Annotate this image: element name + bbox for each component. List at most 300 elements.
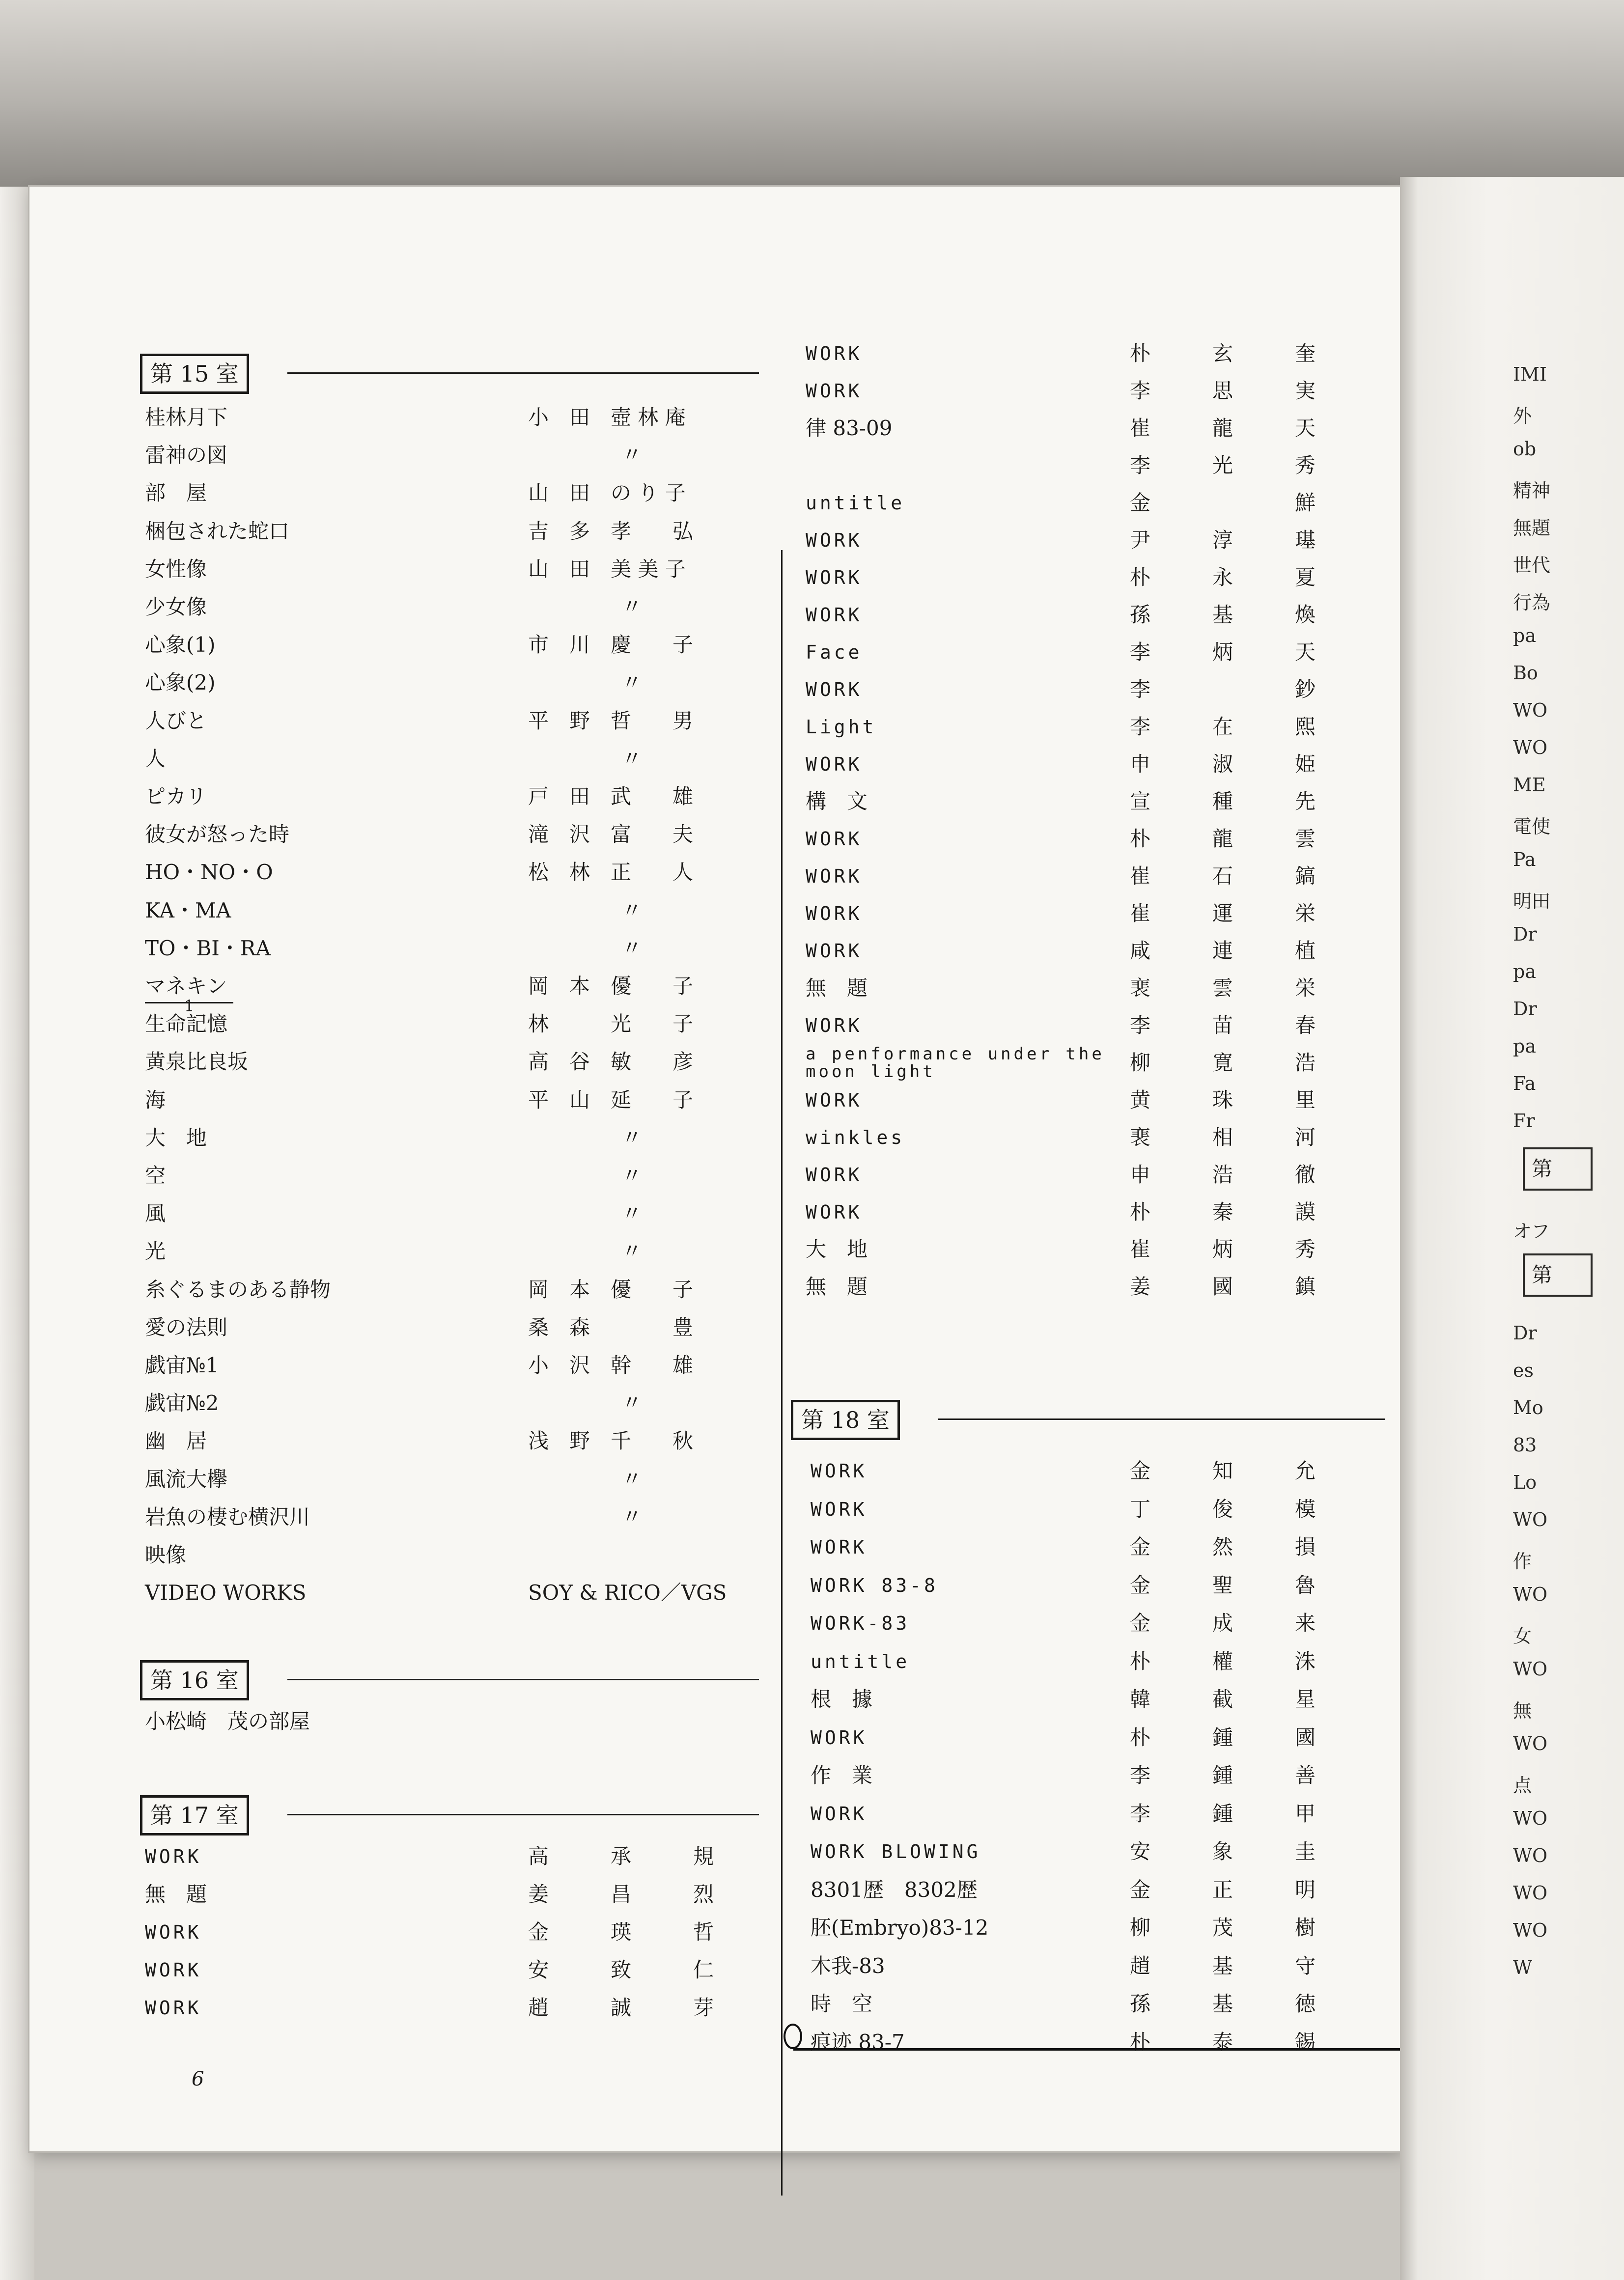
artist-name: 崔 運 栄: [1130, 901, 1316, 925]
artwork-row: [806, 787, 1375, 816]
artwork-row: [806, 750, 1375, 779]
room-17-label: 第 17 室: [140, 1795, 249, 1835]
artwork-row: [145, 1047, 774, 1077]
artwork-row: [145, 592, 774, 622]
artwork-title: WORK: [806, 828, 863, 850]
artist-name: 山 田 美 美 子: [528, 556, 686, 581]
adjacent-page-fragment: pa: [1513, 625, 1536, 646]
artwork-title: WORK: [806, 679, 863, 700]
artwork-title: WORK: [806, 567, 863, 588]
artist-name: 小 田 壺 林 庵: [528, 405, 686, 429]
artwork-row: [811, 1913, 1375, 1943]
artwork-row: [145, 403, 774, 432]
artist-name: SOY & RICO／VGS: [528, 1581, 727, 1605]
artwork-title: マネキン: [145, 974, 227, 998]
artist-name: 李 炳 天: [1130, 640, 1316, 664]
artwork-title: WORK BLOWING: [811, 1841, 981, 1863]
artist-name: 金 成 来: [1130, 1611, 1316, 1635]
artwork-title: 8301歴 8302歴: [811, 1877, 978, 1902]
artwork-row: [145, 1085, 774, 1115]
artwork-row: [806, 376, 1375, 406]
artwork-title: 海: [145, 1087, 166, 1112]
artwork-title: VIDEO WORKS: [145, 1581, 307, 1605]
artist-name: 李 鍾 甲: [1130, 1801, 1316, 1826]
adjacent-page-fragment: pa: [1513, 961, 1536, 982]
adjacent-page-fragment: Fr: [1513, 1110, 1535, 1132]
artist-name: 裵 相 河: [1130, 1125, 1316, 1149]
room-16-rule: [287, 1679, 759, 1680]
artist-name: 朴 鍾 國: [1130, 1725, 1316, 1750]
artwork-title: 構 文: [806, 789, 868, 813]
artist-name: 黄 珠 里: [1130, 1088, 1316, 1112]
artwork-row: [145, 555, 774, 584]
artwork-title: 彼女が怒った時: [145, 822, 290, 847]
artwork-title: WORK-83: [811, 1613, 910, 1634]
artwork-row: [811, 1799, 1375, 1829]
artist-name: 〃: [621, 1504, 643, 1529]
artwork-title: 光: [145, 1239, 166, 1264]
artist-name: 山 田 の り 子: [528, 481, 686, 505]
adjacent-page-fragment: Fa: [1513, 1073, 1536, 1094]
artwork-title: TO・BI・RA: [145, 936, 271, 960]
artist-name: 〃: [621, 1125, 643, 1150]
room-16-header: [140, 1660, 759, 1699]
artwork-row: [806, 973, 1375, 1003]
artwork-row: [811, 2028, 1375, 2057]
artwork-row: [806, 488, 1375, 518]
artwork-title: WORK: [145, 1921, 202, 1943]
artwork-row: [811, 1761, 1375, 1790]
artwork-title: 人: [145, 746, 166, 771]
artwork-row: [806, 339, 1375, 368]
artwork-row: [145, 820, 774, 849]
artist-name: 姜 國 鎮: [1130, 1275, 1316, 1299]
artwork-row: [145, 1707, 774, 1736]
artist-name: 林 光 子: [528, 1012, 694, 1036]
artist-name: 滝 沢 富 夫: [528, 822, 694, 847]
room-15-rule: [287, 372, 759, 374]
artist-name: 尹 淳 璂: [1130, 528, 1316, 552]
artwork-title: WORK: [806, 380, 863, 402]
room-18-header: [791, 1400, 1385, 1439]
artwork-title: a penformance under the moon light: [806, 1044, 1105, 1082]
artist-name: 李 苗 春: [1130, 1013, 1316, 1037]
artwork-row: [806, 414, 1375, 443]
artwork-title: KA・MA: [145, 898, 231, 922]
adjacent-page-fragment: WO: [1513, 1845, 1548, 1866]
artist-name: 金 然 損: [1130, 1535, 1316, 1559]
mannequin-underline: [145, 1002, 233, 1003]
artwork-row: [145, 1351, 774, 1380]
adjacent-page-fragment: 行為: [1513, 592, 1551, 613]
artist-name: 〃: [621, 595, 643, 619]
artist-name: 韓 截 星: [1130, 1687, 1316, 1711]
artwork-row: [145, 630, 774, 660]
artist-name: 桑 森 豊: [528, 1315, 694, 1339]
artwork-row: [145, 1540, 774, 1570]
artwork-row: [806, 824, 1375, 854]
artwork-title: 愛の法則: [145, 1315, 228, 1339]
room-15-header: [140, 354, 759, 393]
artwork-row: [145, 858, 774, 887]
artwork-title: 部 屋: [145, 481, 207, 505]
adjacent-page-fragment: ob: [1513, 438, 1537, 460]
adjacent-page-fragment: 世代: [1513, 555, 1551, 576]
artwork-title: 雷神の図: [145, 443, 228, 468]
artwork-row: [145, 972, 774, 1015]
adjacent-page-fragment: 精神: [1513, 480, 1551, 501]
artist-name: 朴 玄 奎: [1130, 341, 1316, 365]
adjacent-page-fragment: es: [1513, 1360, 1534, 1381]
adjacent-page-fragment: ME: [1513, 774, 1546, 796]
artist-name: 崔 炳 秀: [1130, 1237, 1316, 1261]
artwork-title: WORK: [811, 1803, 868, 1825]
artwork-row: [145, 782, 774, 811]
artwork-row: [811, 1685, 1375, 1714]
artwork-title: 大 地: [806, 1237, 868, 1261]
artwork-row: [806, 936, 1375, 966]
artist-name: 金 聖 魯: [1130, 1573, 1316, 1597]
adjacent-page-fragment: WO: [1513, 1919, 1548, 1941]
artwork-title: WORK: [145, 1959, 202, 1981]
artist-name: 朴 權 洙: [1130, 1649, 1316, 1673]
artist-name: 〃: [621, 1391, 643, 1416]
artwork-title: 映像: [145, 1543, 187, 1567]
adjacent-page-fragment: 女: [1513, 1625, 1532, 1647]
adjacent-page-fragment: 作: [1513, 1551, 1532, 1572]
artwork-title: WORK: [811, 1460, 868, 1482]
artwork-row: [145, 1465, 774, 1494]
room-18-rule: [938, 1418, 1385, 1420]
artist-name: 李 鈔: [1130, 677, 1316, 701]
adjacent-page-fragment: 点: [1513, 1775, 1532, 1796]
artist-name: 朴 永 夏: [1130, 565, 1316, 589]
artwork-row: [145, 478, 774, 508]
artwork-row: [145, 1389, 774, 1418]
artist-name: 岡 本 優 子: [528, 1277, 694, 1302]
artwork-title: 無 題: [806, 976, 868, 1000]
artist-name: 〃: [621, 443, 643, 468]
adjacent-page-fragment: WO: [1513, 1584, 1548, 1605]
artist-name: 金 知 允: [1130, 1459, 1316, 1483]
artwork-row: [811, 1456, 1375, 1486]
artwork-row: [145, 1918, 774, 1947]
artist-name: 孫 基 徳: [1130, 1992, 1316, 2016]
adjacent-page-fragment: W: [1513, 1957, 1533, 1978]
adjacent-page-fragment: 電使: [1513, 816, 1551, 837]
artist-name: 申 浩 徹: [1130, 1163, 1316, 1187]
mannequin-subscript: 1: [184, 997, 195, 1015]
artwork-title: 梱包された蛇口: [145, 519, 290, 543]
artwork-title: 桂林月下: [145, 405, 228, 429]
adjacent-page-fragment: WO: [1513, 1807, 1548, 1829]
artwork-row: [145, 1313, 774, 1342]
artist-name: 趙 誠 芽: [528, 1996, 714, 2020]
artwork-row: [145, 1955, 774, 1985]
artwork-row: [811, 1723, 1375, 1752]
artwork-row: [806, 899, 1375, 928]
artwork-title: WORK: [806, 865, 863, 887]
adjacent-page-fragment: Dr: [1513, 1322, 1537, 1344]
artwork-title: WORK: [811, 1536, 868, 1558]
adjacent-page-fragment: オフ: [1513, 1221, 1550, 1242]
page-number: 6: [192, 2068, 204, 2090]
artwork-title: WORK: [806, 753, 863, 775]
artwork-row: [806, 451, 1375, 480]
artwork-row: [145, 1161, 774, 1191]
artwork-row: [811, 1837, 1375, 1866]
handwritten-underline-mark: [793, 2048, 1422, 2051]
artist-name: 柳 茂 樹: [1130, 1916, 1316, 1940]
artist-name: 松 林 正 人: [528, 860, 694, 885]
artwork-title: 戯宙№2: [145, 1391, 219, 1416]
catalog-page: [29, 187, 1400, 2151]
artwork-title: 木我-83: [811, 1953, 885, 1978]
artist-name: 〃: [621, 1164, 643, 1188]
artwork-title: WORK: [806, 529, 863, 551]
artist-name: 朴 泰 錫: [1130, 2030, 1316, 2054]
artwork-row: [145, 1275, 774, 1305]
adjacent-page-edge: [1400, 177, 1624, 2280]
artwork-row: [145, 1123, 774, 1153]
adjacent-page-fragment: Mo: [1513, 1397, 1543, 1418]
artist-name: 姜 昌 烈: [528, 1882, 714, 1906]
artwork-title: 大 地: [145, 1125, 207, 1150]
artist-name: 〃: [621, 1239, 643, 1264]
artist-name: 孫 基 煥: [1130, 603, 1316, 627]
artist-name: 趙 基 守: [1130, 1953, 1316, 1978]
artwork-title: WORK: [806, 903, 863, 924]
adjacent-page-fragment: Dr: [1513, 998, 1537, 1020]
artwork-title: 胚(Embryo)83-12: [811, 1916, 989, 1940]
artwork-title: WORK: [811, 1498, 868, 1520]
artwork-title: WORK: [806, 940, 863, 962]
artwork-title: 戯宙№1: [145, 1353, 219, 1377]
artist-name: 金 瑛 哲: [528, 1920, 714, 1944]
artwork-row: [145, 934, 774, 963]
artwork-row: [806, 600, 1375, 630]
room-17-header: [140, 1795, 759, 1835]
artwork-row: [145, 441, 774, 470]
artwork-title: 時 空: [811, 1992, 873, 2016]
artwork-title: WORK: [806, 604, 863, 626]
artwork-title: 幽 居: [145, 1429, 207, 1453]
artwork-title: 律 83-09: [806, 416, 893, 440]
artwork-row: [806, 712, 1375, 742]
adjacent-page-fragment: Lo: [1513, 1472, 1537, 1493]
artist-name: 小 沢 幹 雄: [528, 1353, 694, 1377]
artwork-row: [145, 1502, 774, 1532]
artist-name: 李 在 熙: [1130, 715, 1316, 739]
artist-name: 〃: [621, 670, 643, 695]
artist-name: 裵 雲 栄: [1130, 976, 1316, 1000]
photo-background-top: [0, 0, 1624, 187]
artwork-title: 心象(1): [145, 633, 216, 657]
artwork-row: [145, 668, 774, 697]
adjacent-page-fragment: 明田: [1513, 890, 1551, 912]
artwork-title: 空: [145, 1164, 166, 1188]
artwork-title: untitle: [806, 492, 905, 514]
room-15-label: 第 15 室: [140, 354, 249, 394]
artist-name: 〃: [621, 936, 643, 960]
artwork-row: [806, 1160, 1375, 1190]
adjacent-page-fragment: 無: [1513, 1700, 1532, 1722]
artist-name: 岡 本 優 子: [528, 974, 694, 998]
artist-name: 李 思 実: [1130, 379, 1316, 403]
artwork-title: 小松崎 茂の部屋: [145, 1709, 310, 1733]
adjacent-page-fragment: WO: [1513, 737, 1548, 758]
artist-name: 朴 秦 謨: [1130, 1200, 1316, 1224]
adjacent-page-fragment: 83: [1513, 1434, 1537, 1456]
room-16-label: 第 16 室: [140, 1660, 249, 1700]
room-18-label: 第 18 室: [791, 1400, 900, 1440]
artwork-row: [806, 1044, 1375, 1082]
artwork-row: [806, 862, 1375, 891]
artwork-row: [811, 1647, 1375, 1676]
artwork-title: 岩魚の棲む横沢川: [145, 1504, 310, 1529]
artwork-title: WORK: [806, 1015, 863, 1036]
artwork-row: [811, 1609, 1375, 1638]
artwork-row: [145, 896, 774, 925]
artwork-title: WORK: [145, 1997, 202, 2019]
adjacent-page-fragment: WO: [1513, 1733, 1548, 1754]
artwork-title: 痕迹 83-7: [811, 2030, 905, 2054]
artwork-title: HO・NO・O: [145, 860, 273, 885]
artwork-title: 風流大欅: [145, 1467, 228, 1491]
artwork-row: [806, 1011, 1375, 1040]
adjacent-page-fragment: WO: [1513, 1509, 1548, 1530]
artwork-row: [806, 1272, 1375, 1302]
artist-name: 李 光 秀: [1130, 453, 1316, 477]
artwork-title: 生命記憶: [145, 1012, 228, 1036]
artist-name: 申 淑 姫: [1130, 752, 1316, 776]
adjacent-page-fragment: 第: [1523, 1253, 1593, 1297]
artwork-row: [145, 1842, 774, 1871]
artwork-row: [811, 1571, 1375, 1600]
artist-name: 朴 龍 雲: [1130, 827, 1316, 851]
artwork-row: [145, 1009, 774, 1039]
artist-name: 高 承 規: [528, 1844, 714, 1868]
adjacent-page-fragment: Pa: [1513, 849, 1536, 870]
adjacent-page-fragment: WO: [1513, 1658, 1548, 1680]
artist-name: 金 鮮: [1130, 491, 1316, 515]
artwork-row: [145, 744, 774, 774]
artwork-row: [811, 1495, 1375, 1524]
artist-name: 市 川 慶 子: [528, 633, 694, 657]
artwork-row: [811, 1875, 1375, 1905]
artwork-title: Face: [806, 641, 863, 663]
artwork-title: 根 據: [811, 1687, 873, 1711]
artwork-title: 心象(2): [145, 670, 216, 695]
adjacent-page-fragment: 無題: [1513, 517, 1551, 539]
artwork-title: 人びと: [145, 708, 207, 733]
artist-name: 浅 野 千 秋: [528, 1429, 694, 1453]
artwork-title: WORK: [806, 343, 863, 364]
artwork-title: WORK: [806, 1201, 863, 1223]
column-separator: [781, 550, 783, 2196]
artwork-title: WORK: [806, 1164, 863, 1186]
artwork-row: [145, 1237, 774, 1266]
adjacent-page-fragment: WO: [1513, 1882, 1548, 1904]
artwork-row: [806, 675, 1375, 704]
artist-name: 安 象 圭: [1130, 1839, 1316, 1863]
artwork-row: [145, 1199, 774, 1228]
artist-name: 平 山 延 子: [528, 1087, 694, 1112]
artwork-row: [145, 1993, 774, 2023]
adjacent-page-fragment: Bo: [1513, 662, 1538, 684]
artwork-row: [806, 1123, 1375, 1152]
artwork-title: winkles: [806, 1127, 905, 1148]
artist-name: 平 野 哲 男: [528, 708, 694, 733]
artist-name: 丁 俊 模: [1130, 1497, 1316, 1521]
artwork-row: [806, 526, 1375, 555]
artwork-title: WORK: [811, 1726, 868, 1749]
artist-name: 崔 石 鎬: [1130, 864, 1316, 888]
artwork-row: [811, 1951, 1375, 1981]
adjacent-page-fragment: pa: [1513, 1035, 1536, 1057]
artist-name: 〃: [621, 746, 643, 771]
artist-name: 〃: [621, 898, 643, 922]
adjacent-page-fragment: Dr: [1513, 923, 1537, 945]
room-17-rule: [287, 1814, 759, 1815]
artwork-row: [145, 517, 774, 546]
artwork-row: [806, 1235, 1375, 1264]
artwork-row: [811, 1989, 1375, 2019]
artwork-title: 作 業: [811, 1763, 873, 1787]
artist-name: 咸 連 植: [1130, 939, 1316, 963]
adjacent-page-fragment: 外: [1513, 405, 1532, 427]
artwork-row: [806, 563, 1375, 592]
artwork-row: [806, 1085, 1375, 1115]
adjacent-page-fragment: 第: [1523, 1147, 1593, 1191]
artwork-title: WORK: [806, 1089, 863, 1111]
artist-name: 李 鍾 善: [1130, 1763, 1316, 1787]
artist-name: 崔 龍 天: [1130, 416, 1316, 440]
artwork-title: 無 題: [806, 1275, 868, 1299]
artwork-title: WORK: [145, 1846, 202, 1867]
artwork-row: [806, 1197, 1375, 1227]
artwork-title: 糸ぐるまのある静物: [145, 1277, 331, 1302]
artwork-row: [806, 638, 1375, 667]
artwork-title: untitle: [811, 1650, 910, 1672]
adjacent-page-fragment: IMI: [1513, 363, 1547, 385]
artist-name: 〃: [621, 1467, 643, 1491]
artist-name: 柳 寛 浩: [1130, 1051, 1316, 1075]
artist-name: 吉 多 孝 弘: [528, 519, 694, 543]
artwork-title: WORK 83-8: [811, 1574, 938, 1596]
artwork-row: [811, 1532, 1375, 1562]
artist-name: 金 正 明: [1130, 1877, 1316, 1902]
artwork-title: Light: [806, 716, 877, 738]
artist-name: 宣 種 先: [1130, 789, 1316, 813]
artwork-title: 風: [145, 1201, 166, 1226]
artwork-title: 黄泉比良坂: [145, 1050, 249, 1074]
artwork-row: [145, 1426, 774, 1456]
artwork-title: 女性像: [145, 556, 207, 581]
adjacent-page-fragment: WO: [1513, 699, 1548, 721]
artist-name: 高 谷 敏 彦: [528, 1050, 694, 1074]
artwork-row: [145, 1880, 774, 1909]
artwork-title: 無 題: [145, 1882, 207, 1906]
artist-name: 〃: [621, 1201, 643, 1226]
handwritten-circle-mark: [784, 2024, 802, 2049]
artist-name: 戸 田 武 雄: [528, 784, 694, 808]
artwork-row: [145, 706, 774, 736]
artwork-title: ピカリ: [145, 784, 207, 808]
artist-name: 安 致 仁: [528, 1958, 714, 1982]
artwork-row: [145, 1578, 774, 1608]
artwork-title: 少女像: [145, 595, 207, 619]
